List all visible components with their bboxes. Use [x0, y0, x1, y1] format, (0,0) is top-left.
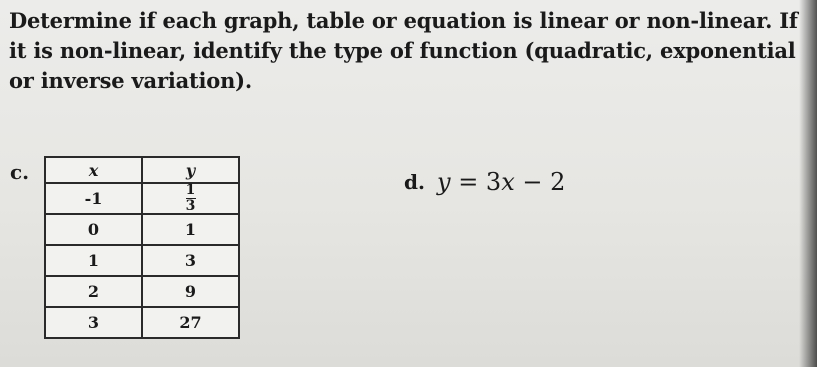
- instructions-line-2: it is non-linear, identify the type of function (quadratic, exponential: [9, 38, 796, 63]
- problem-d-label: d.: [404, 170, 425, 194]
- table-row: [45, 214, 239, 245]
- instructions-line-3: or inverse variation).: [9, 68, 253, 93]
- instructions-line-1: Determine if each graph, table or equation is linear or non-linear. If: [9, 8, 798, 33]
- equation-operator: = 3: [450, 168, 502, 196]
- instructions-text: [9, 6, 809, 96]
- table-row: [45, 245, 239, 276]
- column-header-x: x: [45, 157, 142, 183]
- table-row: [45, 276, 239, 307]
- fraction-denominator: 3: [185, 198, 196, 214]
- cell-x: 3: [45, 307, 142, 338]
- table-row: [45, 183, 239, 214]
- cell-y: 9: [142, 276, 239, 307]
- cell-y: 1: [142, 214, 239, 245]
- fraction: [186, 184, 196, 213]
- cell-y: 3: [142, 245, 239, 276]
- equation-variable: x: [501, 168, 515, 196]
- table-row: [45, 307, 239, 338]
- equation-rest: − 2: [514, 168, 566, 196]
- equation-lhs: y: [437, 168, 451, 196]
- table-header-row: [45, 157, 239, 183]
- cell-y-fraction: [142, 183, 239, 214]
- equation: [437, 168, 565, 196]
- xy-table: [44, 156, 240, 339]
- cell-x: 2: [45, 276, 142, 307]
- fraction-numerator: 1: [185, 182, 196, 198]
- column-header-y: y: [142, 157, 239, 183]
- problem-c-label: c.: [10, 160, 30, 184]
- cell-x: 0: [45, 214, 142, 245]
- cell-y: 27: [142, 307, 239, 338]
- cell-x: -1: [45, 183, 142, 214]
- cell-x: 1: [45, 245, 142, 276]
